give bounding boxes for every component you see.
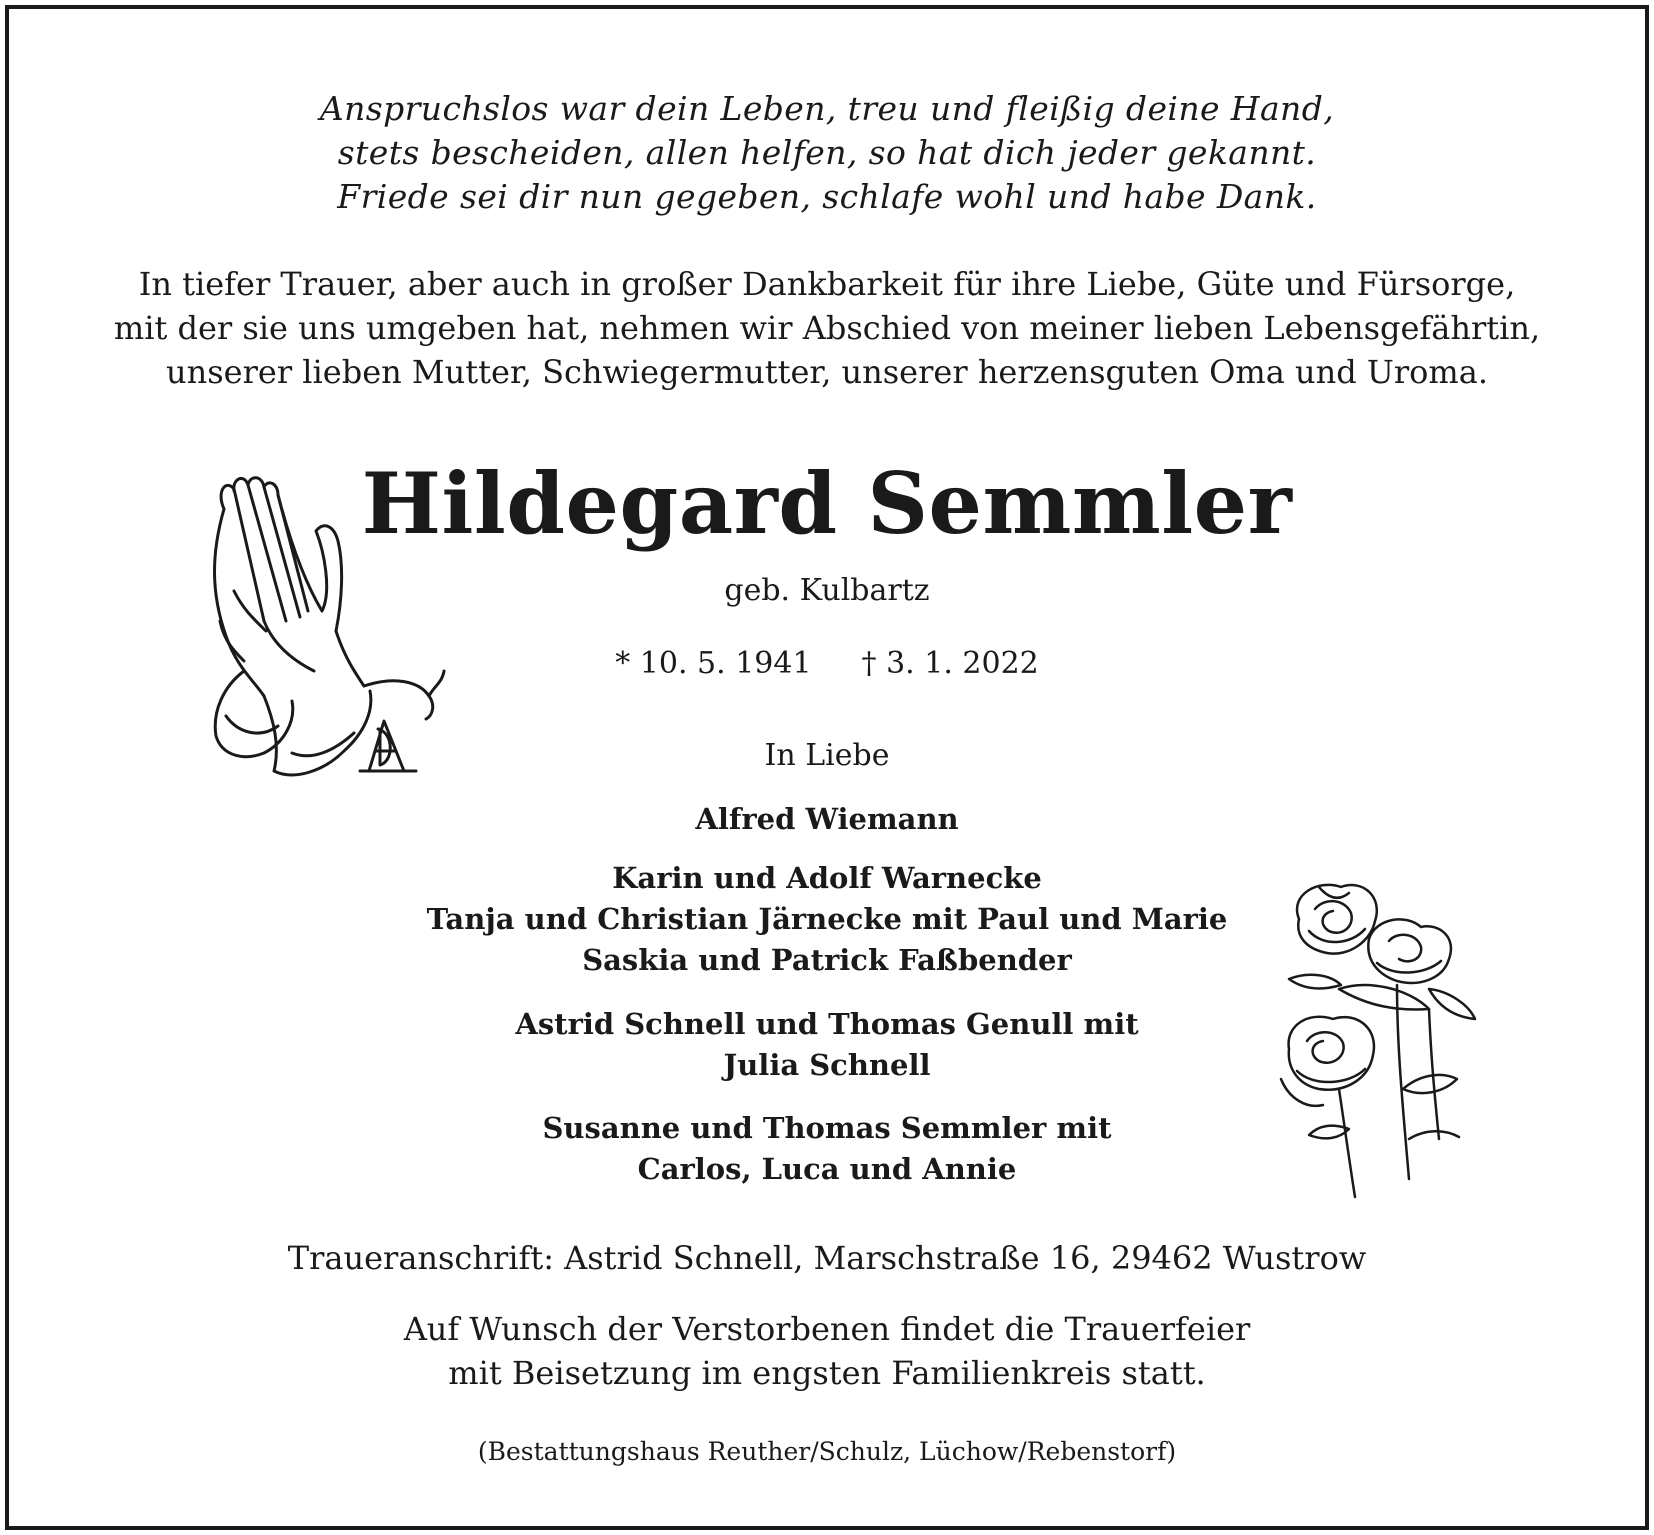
family-line: Karin und Adolf Warnecke	[612, 861, 1042, 895]
ceremony-line-2: mit Beisetzung im engsten Familienkreis statt.	[448, 1354, 1206, 1392]
intro-line-1: In tiefer Trauer, aber auch in großer Dankbarkeit für ihre Liebe, Güte und Fürsorge,	[138, 265, 1516, 303]
intro-line-2: mit der sie uns umgeben hat, nehmen wir Abschied von meiner lieben Lebensgefährtin,	[113, 309, 1541, 347]
family-line: Alfred Wiemann	[695, 802, 959, 836]
in-love: In Liebe	[764, 738, 890, 773]
family-line: Tanja und Christian Järnecke mit Paul und Marie	[426, 902, 1228, 936]
ceremony-line-1: Auf Wunsch der Verstorbenen findet die Trauerfeier	[403, 1310, 1251, 1348]
poem-line-3: Friede sei dir nun gegeben, schlafe wohl und habe Dank.	[337, 177, 1317, 216]
mourning-address: Traueranschrift: Astrid Schnell, Marschstraße 16, 29462 Wustrow	[287, 1239, 1367, 1277]
roses-icon	[1279, 879, 1509, 1199]
obituary-content	[9, 9, 1645, 1526]
deceased-name: Hildegard Semmler	[361, 454, 1293, 553]
family-line: Astrid Schnell und Thomas Genull mit	[515, 1007, 1139, 1041]
funeral-home: (Bestattungshaus Reuther/Schulz, Lüchow/Rebenstorf)	[477, 1437, 1177, 1466]
birth-date: * 10. 5. 1941	[615, 646, 812, 681]
birth-name: geb. Kulbartz	[724, 573, 930, 608]
family-line: Susanne und Thomas Semmler mit	[542, 1111, 1112, 1145]
obituary-frame	[5, 5, 1649, 1530]
family-line: Julia Schnell	[723, 1048, 931, 1082]
praying-hands-icon	[204, 471, 454, 791]
intro-line-3: unserer lieben Mutter, Schwiegermutter, unserer herzensguten Oma und Uroma.	[166, 353, 1488, 391]
poem-line-1: Anspruchslos war dein Leben, treu und fleißig deine Hand,	[319, 89, 1335, 128]
family-line: Saskia und Patrick Faßbender	[582, 943, 1072, 977]
death-date: † 3. 1. 2022	[861, 646, 1039, 681]
poem-line-2: stets bescheiden, allen helfen, so hat dich jeder gekannt.	[337, 133, 1317, 172]
family-line: Carlos, Luca und Annie	[637, 1152, 1017, 1186]
